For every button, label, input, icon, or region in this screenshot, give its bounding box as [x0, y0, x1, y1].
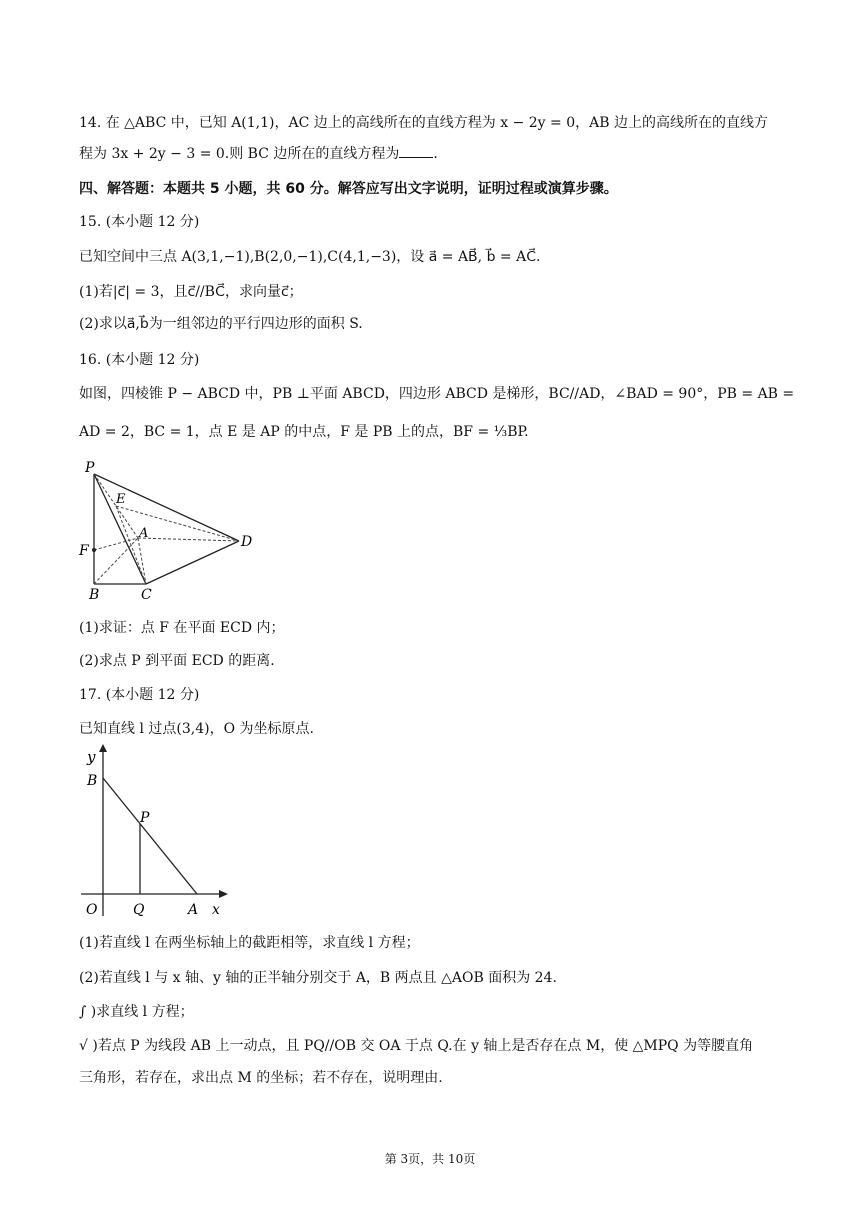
q16-part-2: (2)求点 P 到平面 ECD 的距离.: [79, 653, 275, 669]
q15-header: 15. (本小题 12 分): [79, 214, 200, 230]
edge-pd: [94, 474, 239, 541]
label-q: Q: [133, 902, 145, 918]
y-axis-arrow-icon: [99, 744, 107, 752]
label-a: A: [139, 526, 149, 541]
segment-ac: [138, 538, 146, 584]
q17-part-2-ii-line-1: √ )若点 P 为线段 AB 上一动点，且 PQ//OB 交 OA 于点 Q.在 y 轴上是否存在点 M，使 △MPQ 为等腰直角: [79, 1038, 754, 1054]
q14-line-2-end: .: [433, 146, 438, 162]
segment-ed: [116, 506, 239, 541]
label-b: B: [89, 587, 100, 603]
label-a: A: [188, 902, 199, 918]
x-axis-arrow-icon: [219, 890, 228, 898]
coordinate-figure: [76, 744, 236, 922]
q14-line-2-text: 程为 3x + 2y − 3 = 0.则 BC 边所在的直线方程为: [79, 146, 400, 162]
label-o: O: [86, 902, 98, 918]
q15-part-1: (1)若|c⃗| = 3，且c⃗//BC⃗，求向量c⃗；: [79, 284, 303, 300]
q16-header: 16. (本小题 12 分): [79, 352, 200, 368]
q16-stem-line-2: AD = 2，BC = 1，点 E 是 AP 的中点，F 是 PB 上的点，BF = ⅓BP.: [79, 424, 529, 440]
q15-part-2: (2)求以a⃗,b⃗为一组邻边的平行四边形的面积 S.: [79, 316, 363, 332]
q17-part-2-i: ∫ )求直线 l 方程；: [79, 1004, 194, 1020]
point-f: [92, 548, 96, 552]
edge-cd: [146, 541, 239, 584]
label-p: P: [85, 460, 95, 476]
edge-ad: [138, 538, 239, 541]
label-d: D: [241, 534, 253, 550]
label-b: B: [87, 773, 98, 789]
label-c: C: [141, 587, 152, 603]
label-f: F: [79, 543, 89, 559]
answer-blank: [399, 145, 433, 158]
pyramid-figure: [76, 458, 266, 606]
q14-line-2: [79, 143, 800, 165]
q17-part-2-ii-line-2: 三角形，若存在，求出点 M 的坐标；若不存在，说明理由.: [79, 1070, 443, 1086]
label-p: P: [140, 810, 150, 826]
q16-stem-line-1: 如图，四棱锥 P − ABCD 中，PB ⊥平面 ABCD，四边形 ABCD 是梯形，BC//AD，∠BAD = 90°，PB = AB =: [79, 386, 795, 402]
section-heading: 四、解答题：本题共 5 小题，共 60 分。解答应写出文字说明，证明过程或演算步骤。: [79, 181, 618, 197]
q14-line-1: 14. 在 △ABC 中，已知 A(1,1)，AC 边上的高线所在的直线方程为 x − 2y = 0，AB 边上的高线所在的直线方: [79, 115, 768, 131]
page-footer: 第 3页，共 10页: [384, 1152, 476, 1166]
q15-stem: 已知空间中三点 A(3,1,−1),B(2,0,−1),C(4,1,−3)，设 a⃗ = AB⃗, b⃗ = AC⃗.: [79, 249, 541, 265]
q17-stem: 已知直线 l 过点(3,4)，O 为坐标原点.: [79, 721, 314, 737]
q17-part-1: (1)若直线 l 在两坐标轴上的截距相等，求直线 l 方程；: [79, 935, 420, 951]
q16-part-1: (1)求证：点 F 在平面 ECD 内；: [79, 620, 285, 636]
label-e: E: [116, 492, 126, 507]
label-x: x: [212, 902, 220, 918]
q17-header: 17. (本小题 12 分): [79, 687, 200, 703]
segment-fa: [94, 538, 138, 550]
segment-ec: [116, 506, 149, 584]
q17-part-2: (2)若直线 l 与 x 轴、y 轴的正半轴分别交于 A，B 两点且 △AOB 面积为 24.: [79, 970, 557, 986]
label-y: y: [87, 748, 96, 766]
line-ab: [103, 778, 197, 894]
